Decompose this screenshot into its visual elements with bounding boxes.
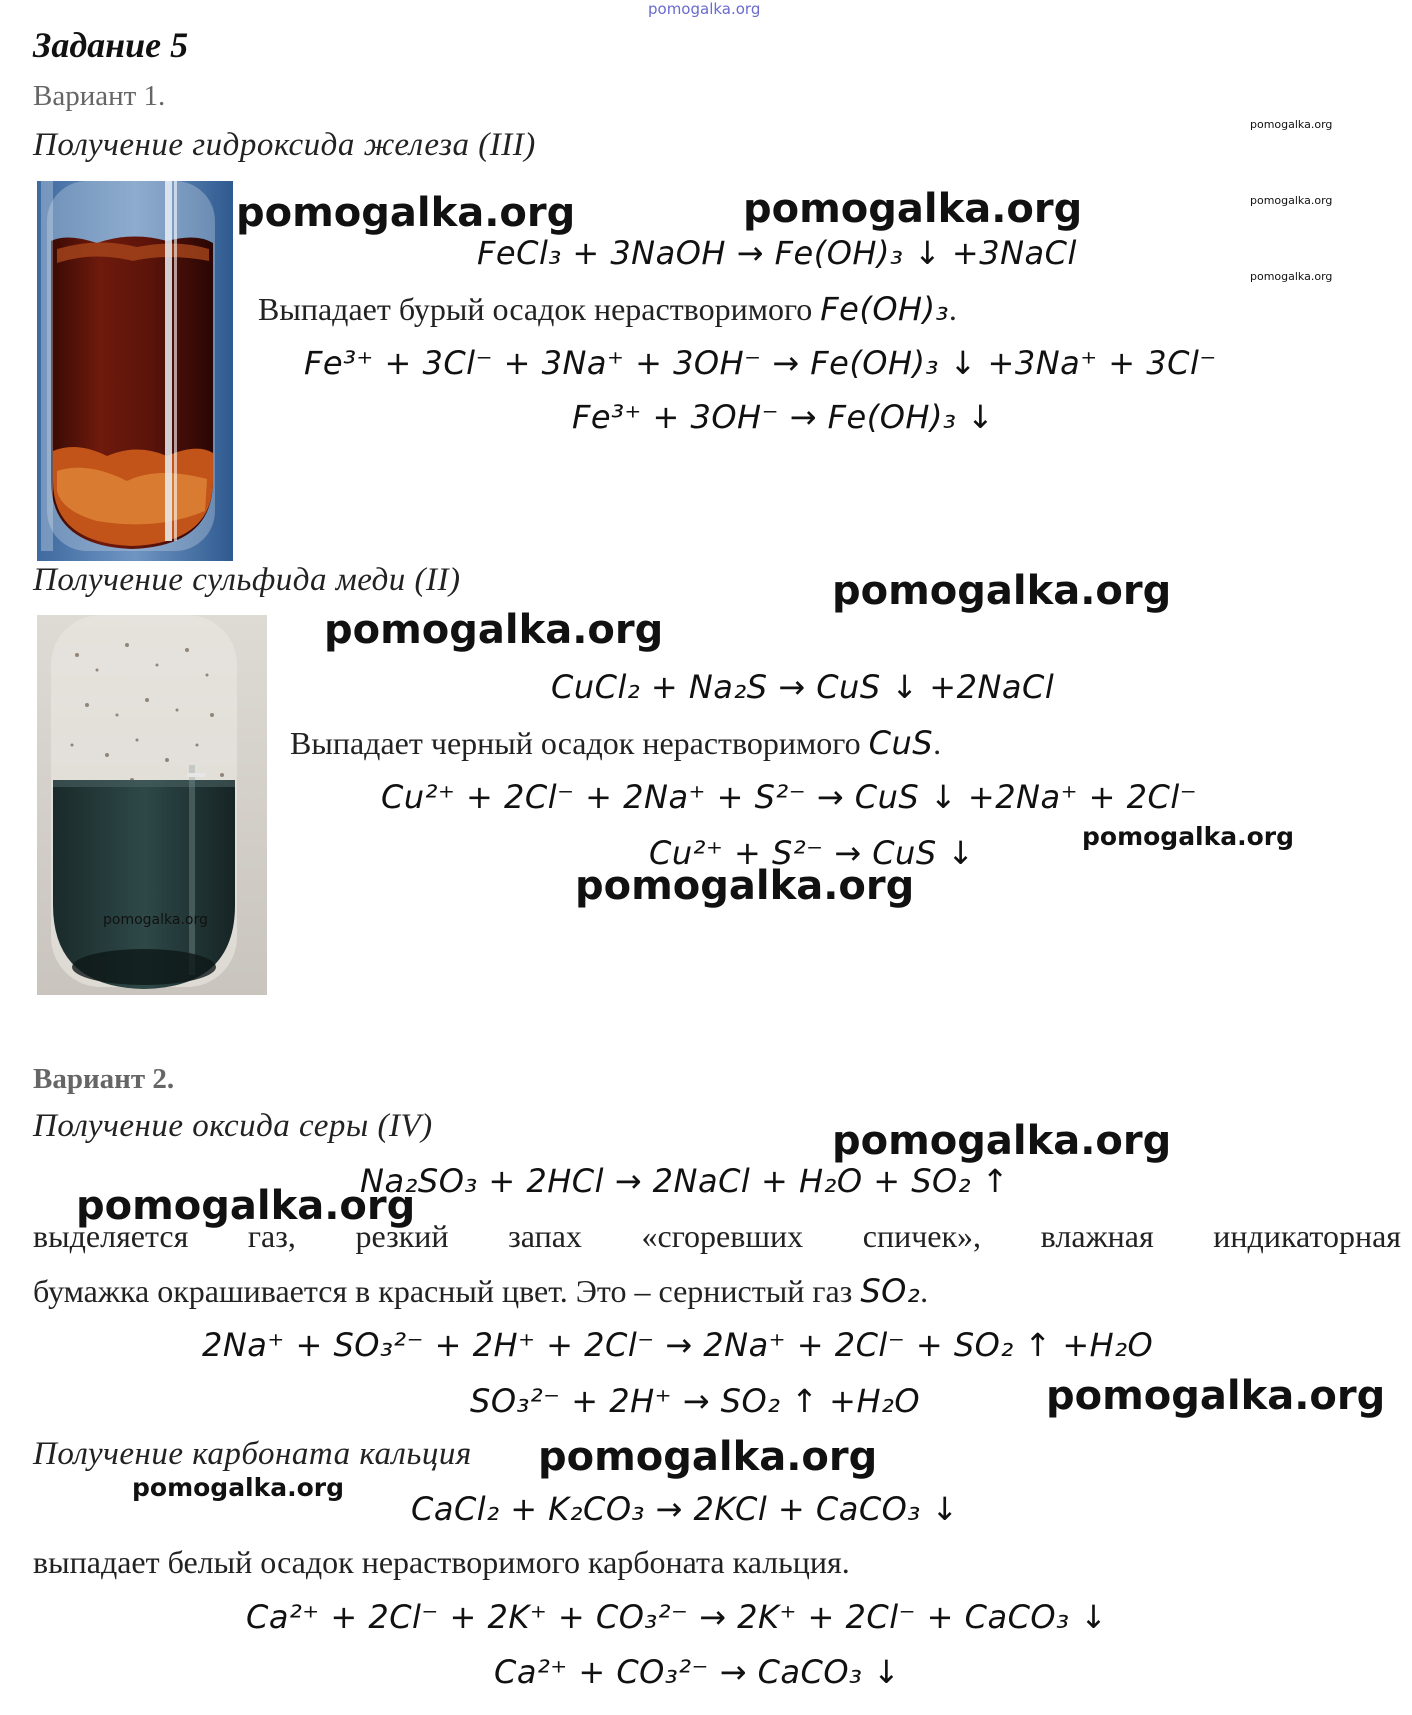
exp4-short-ionic-equation: Ca²⁺ + CO₃²⁻ → CaCO₃ ↓ [494, 1653, 901, 1691]
watermark-small: pomogalka.org [1250, 194, 1333, 207]
exp1-observation: Выпадает бурый осадок нерастворимого Fe(OH)₃. [258, 290, 957, 328]
watermark-large: pomogalka.org [832, 568, 1172, 614]
watermark-large: pomogalka.org [324, 607, 664, 653]
watermark-small: pomogalka.org [1250, 270, 1333, 283]
watermark-top: pomogalka.org [648, 0, 761, 18]
exp4-molecular-equation: CaCl₂ + K₂CO₃ → 2KCl + CaCO₃ ↓ [411, 1490, 959, 1528]
watermark-small: pomogalka.org [1250, 118, 1333, 131]
exp2-title: Получение сульфида меди (II) [33, 562, 461, 598]
variant-2-label: Вариант 2. [33, 1063, 175, 1095]
exp3-observation-line1: выделяется газ, резкий запах «сгоревших спичек», влажная индикаторная [33, 1218, 1401, 1254]
copper-sulfide-test-tube-photo [37, 615, 267, 995]
exp1-short-ionic-equation: Fe³⁺ + 3OH⁻ → Fe(OH)₃ ↓ [572, 398, 995, 436]
exp1-molecular-equation: FeCl₃ + 3NaOH → Fe(OH)₃ ↓ +3NaCl [477, 234, 1077, 272]
watermark-on-photo: pomogalka.org [103, 912, 208, 928]
watermark-large: pomogalka.org [832, 1118, 1172, 1164]
exp3-full-ionic-equation: 2Na⁺ + SO₃²⁻ + 2H⁺ + 2Cl⁻ → 2Na⁺ + 2Cl⁻ + SO₂ ↑ +H₂O [202, 1326, 1154, 1364]
exp2-short-ionic-equation: Cu²⁺ + S²⁻ → CuS ↓ [649, 834, 975, 872]
exp3-title: Получение оксида серы (IV) [33, 1108, 433, 1144]
task-heading: Задание 5 [33, 25, 189, 65]
exp3-short-ionic-equation: SO₃²⁻ + 2H⁺ → SO₂ ↑ +H₂O [470, 1382, 921, 1420]
exp3-molecular-equation: Na₂SO₃ + 2HCl → 2NaCl + H₂O + SO₂ ↑ [360, 1162, 1010, 1200]
exp1-full-ionic-equation: Fe³⁺ + 3Cl⁻ + 3Na⁺ + 3OH⁻ → Fe(OH)₃ ↓ +3Na⁺ + 3Cl⁻ [304, 344, 1217, 382]
watermark-large: pomogalka.org [236, 190, 576, 236]
exp2-observation: Выпадает черный осадок нерастворимого CuS. [290, 724, 942, 762]
watermark-medium: pomogalka.org [1082, 822, 1295, 851]
exp4-full-ionic-equation: Ca²⁺ + 2Cl⁻ + 2K⁺ + CO₃²⁻ → 2K⁺ + 2Cl⁻ + CaCO₃ ↓ [246, 1598, 1108, 1636]
watermark-large: pomogalka.org [76, 1183, 416, 1229]
watermark-large: pomogalka.org [538, 1434, 878, 1480]
exp1-title: Получение гидроксида железа (III) [33, 127, 536, 163]
exp4-title: Получение карбоната кальция [33, 1436, 472, 1472]
watermark-medium: pomogalka.org [132, 1473, 345, 1502]
variant-1-label: Вариант 1. [33, 80, 166, 112]
exp2-full-ionic-equation: Cu²⁺ + 2Cl⁻ + 2Na⁺ + S²⁻ → CuS ↓ +2Na⁺ + 2Cl⁻ [381, 778, 1198, 816]
watermark-large: pomogalka.org [575, 863, 915, 909]
watermark-large: pomogalka.org [743, 186, 1083, 232]
exp3-observation-line2: бумажка окрашивается в красный цвет. Это – сернистый газ SO₂. [33, 1272, 929, 1310]
exp4-observation: выпадает белый осадок нерастворимого карбоната кальция. [33, 1544, 850, 1580]
exp2-molecular-equation: CuCl₂ + Na₂S → CuS ↓ +2NaCl [551, 668, 1055, 706]
iron-hydroxide-test-tube-photo [37, 181, 233, 561]
watermark-large: pomogalka.org [1046, 1373, 1386, 1419]
